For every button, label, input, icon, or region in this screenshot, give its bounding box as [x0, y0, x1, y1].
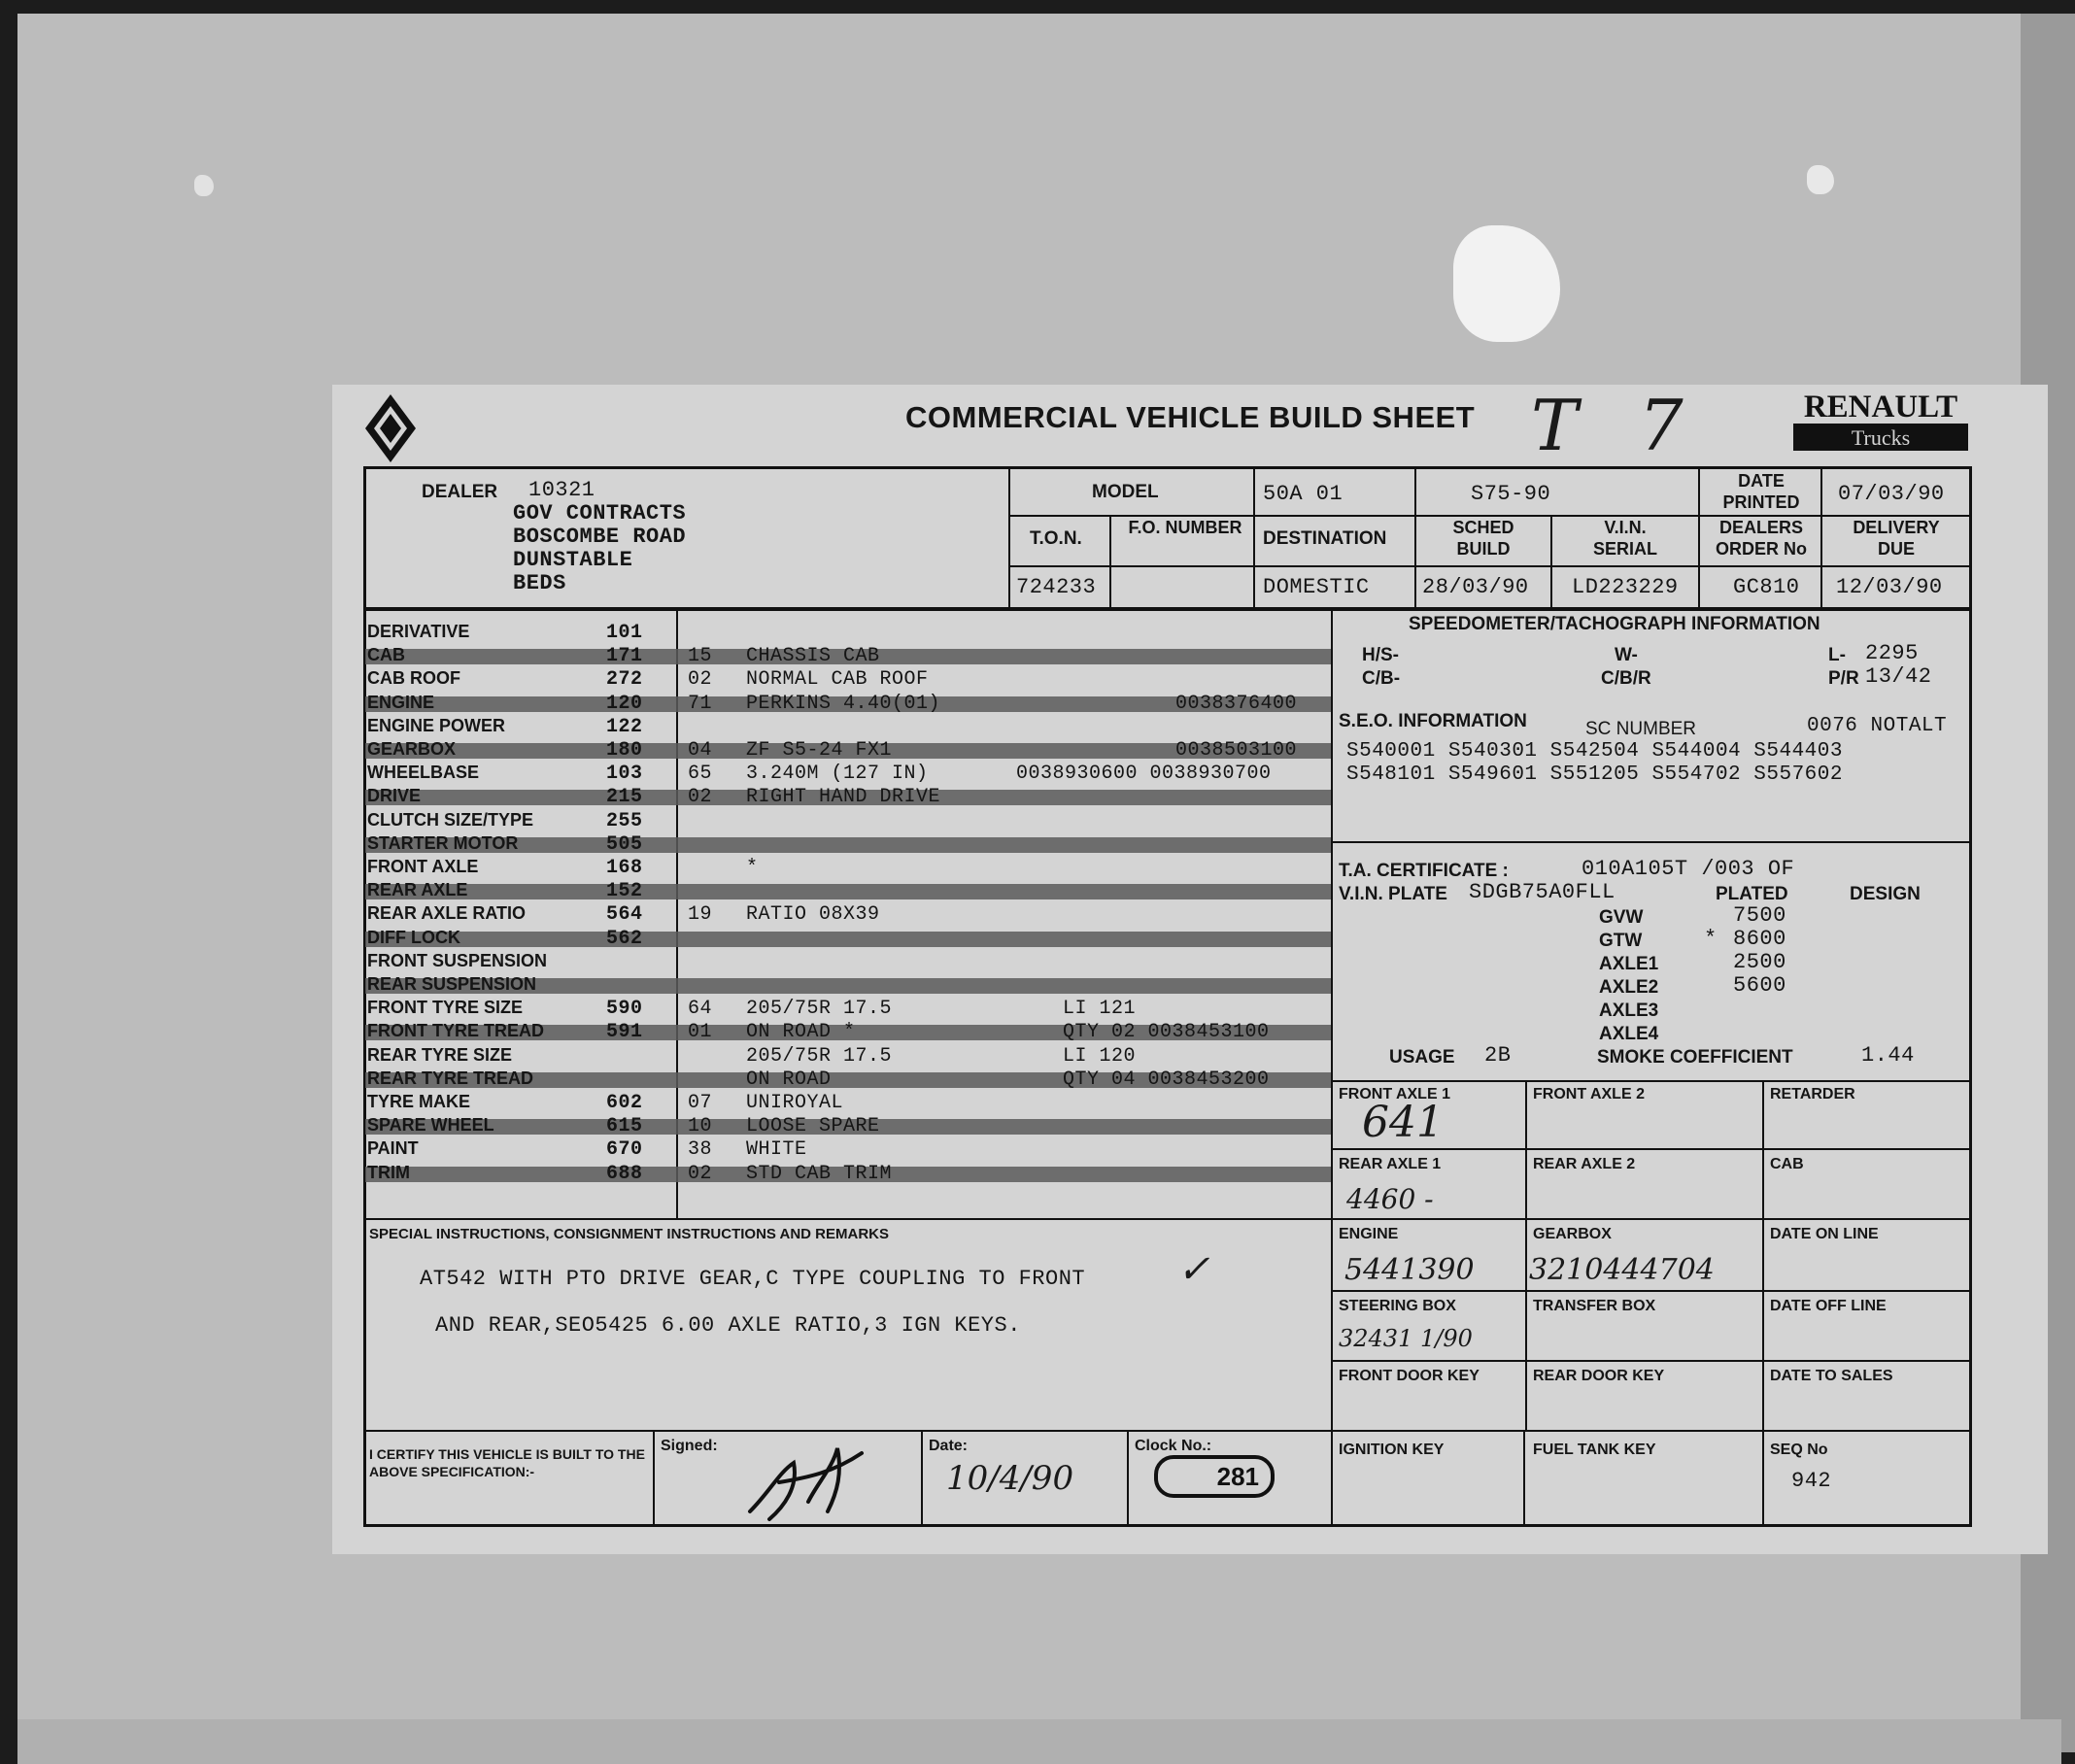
spec-row-desc: 205/75R 17.5 — [746, 1044, 893, 1068]
l-value: 2295 — [1865, 641, 1919, 665]
spec-row-label: ENGINE POWER — [367, 715, 506, 735]
ta-weight-label: GVW — [1599, 907, 1644, 928]
steering-box-value: 32431 1/90 — [1339, 1325, 1473, 1352]
ta-weight-label: GTW — [1599, 931, 1643, 951]
spec-row-label: REAR TYRE SIZE — [367, 1044, 513, 1065]
dealers-order-value: GC810 — [1733, 575, 1800, 599]
vin-serial-value: LD223229 — [1572, 575, 1679, 599]
rear-door-key-label: REAR DOOR KEY — [1533, 1368, 1665, 1384]
dealer-label: DEALER — [422, 482, 498, 502]
spec-row-label: DERIVATIVE — [367, 622, 470, 641]
spec-row-extra: QTY 02 0038453100 — [1063, 1021, 1270, 1044]
engine-label: ENGINE — [1339, 1226, 1399, 1242]
plated-label: PLATED — [1716, 884, 1788, 904]
dealer-line-1: GOV CONTRACTS — [513, 501, 687, 526]
spec-row-option: 15 — [688, 645, 713, 668]
dealers-order-label: DEALERS ORDER No — [1716, 518, 1807, 559]
model-label: MODEL — [1092, 482, 1159, 502]
spec-row-desc: PERKINS 4.40(01) — [746, 692, 941, 715]
spec-row-label: ENGINE — [367, 692, 435, 712]
spec-row-desc: 205/75R 17.5 — [746, 998, 893, 1021]
spec-row-extra: QTY 04 0038453200 — [1063, 1068, 1270, 1091]
gearbox-value: 3210444704 — [1529, 1253, 1715, 1287]
delivery-due-value: 12/03/90 — [1836, 575, 1943, 599]
spec-row-label: SPARE WHEEL — [367, 1115, 494, 1136]
spec-row-code: 602 — [606, 1092, 643, 1114]
spec-row-label: CLUTCH SIZE/TYPE — [367, 809, 534, 830]
spec-row-code: 688 — [606, 1162, 643, 1185]
front-axle-1-value: 641 — [1362, 1098, 1444, 1147]
vin-serial-label: V.I.N. SERIAL — [1592, 518, 1657, 559]
spec-row-code: 615 — [606, 1115, 643, 1138]
spec-row-label: GEARBOX — [367, 739, 457, 759]
spec-row-desc: ON ROAD — [746, 1068, 832, 1091]
front-axle-2-label: FRONT AXLE 2 — [1533, 1086, 1645, 1102]
spec-row-label: TYRE MAKE — [367, 1092, 471, 1111]
spec-row-label: REAR AXLE RATIO — [367, 903, 527, 924]
delivery-due-label: DELIVERY DUE — [1853, 518, 1940, 559]
certify-date: 10/4/90 — [946, 1459, 1074, 1498]
speedo-title: SPEEDOMETER/TACHOGRAPH INFORMATION — [1409, 614, 1820, 634]
special-line-2: AND REAR,SEO5425 6.00 AXLE RATIO,3 IGN KEYS. — [435, 1313, 1021, 1338]
dealer-line-3: DUNSTABLE — [513, 548, 633, 572]
ta-cert-value: 010A105T /003 OF — [1582, 857, 1795, 881]
spec-row-extra: LI 121 — [1063, 998, 1137, 1021]
fuel-tank-key-label: FUEL TANK KEY — [1533, 1442, 1656, 1458]
spec-row-code: 152 — [606, 880, 643, 903]
brand-name: RENAULT — [1793, 390, 1968, 425]
spec-row-extra: 0038930600 0038930700 — [1016, 763, 1272, 786]
handwritten-tag: T 7 — [1531, 385, 1703, 466]
pr-value: 13/42 — [1865, 664, 1932, 689]
spec-row-code: 255 — [606, 809, 643, 832]
spec-row-label: FRONT AXLE — [367, 857, 479, 876]
spec-row-option: 07 — [688, 1092, 713, 1114]
vin-plate-value: SDGB75A0FLL — [1469, 880, 1616, 904]
steering-box-label: STEERING BOX — [1339, 1298, 1456, 1314]
cab-label: CAB — [1770, 1156, 1804, 1172]
spec-row-option: 02 — [688, 668, 713, 692]
seo-line-1: S540001 S540301 S542504 S544004 S544403 — [1346, 740, 1843, 763]
ta-weight-label: AXLE4 — [1599, 1024, 1659, 1044]
paper-damage-mark — [1807, 165, 1834, 194]
spec-row-label: DRIVE — [367, 786, 422, 806]
usage-label: USAGE — [1389, 1047, 1455, 1068]
cb-label: C/B- — [1362, 668, 1401, 689]
rear-axle-1-label: REAR AXLE 1 — [1339, 1156, 1442, 1172]
dealer-code: 10321 — [528, 478, 595, 502]
spec-row-code: 272 — [606, 668, 643, 692]
spec-row-label: REAR SUSPENSION — [367, 974, 537, 994]
sc-number-label: SC NUMBER — [1585, 719, 1697, 739]
spec-row-code: 590 — [606, 998, 643, 1021]
spec-row-code: 591 — [606, 1021, 643, 1044]
ta-weight-value: 7500 — [1733, 903, 1786, 928]
spec-row-option: 19 — [688, 903, 713, 927]
signed-label: Signed: — [661, 1438, 718, 1454]
clock-label: Clock No.: — [1135, 1438, 1212, 1454]
spec-row-label: REAR TYRE TREAD — [367, 1068, 534, 1088]
spec-row-option: 02 — [688, 1162, 713, 1185]
special-tick: ✓ — [1177, 1247, 1210, 1292]
redaction-stripe — [365, 932, 1331, 947]
spec-row-code: 101 — [606, 622, 643, 644]
model-value: 50A 01 — [1263, 482, 1344, 506]
certify-text: I CERTIFY THIS VEHICLE IS BUILT TO THE ABOVE SPECIFICATION:- — [369, 1446, 645, 1479]
spec-row-desc: * — [746, 857, 759, 879]
redaction-stripe — [365, 884, 1331, 899]
fo-label: F.O. NUMBER — [1128, 518, 1242, 537]
retarder-label: RETARDER — [1770, 1086, 1855, 1102]
front-door-key-label: FRONT DOOR KEY — [1339, 1368, 1480, 1384]
spec-row-option: 65 — [688, 763, 713, 786]
ta-weight-mark: * — [1704, 927, 1718, 951]
front-axle-1-label: FRONT AXLE 1 — [1339, 1086, 1450, 1102]
spec-row-code: 670 — [606, 1138, 643, 1162]
clock-value: 281 — [1216, 1461, 1259, 1491]
spec-row-label: PAINT — [367, 1138, 419, 1159]
engine-value: 5441390 — [1344, 1253, 1475, 1287]
sheet-title: COMMERCIAL VEHICLE BUILD SHEET — [905, 400, 1476, 434]
spec-row-option: 04 — [688, 739, 713, 762]
bottom-strip — [17, 1719, 2061, 1764]
spec-row-label: CAB — [367, 645, 405, 665]
spec-row-extra: LI 120 — [1063, 1044, 1137, 1068]
spec-row-code: 562 — [606, 927, 643, 950]
renault-diamond-logo — [363, 392, 418, 464]
spec-row-desc: UNIROYAL — [746, 1092, 844, 1114]
special-line-1: AT542 WITH PTO DRIVE GEAR,C TYPE COUPLING TO FRONT — [420, 1267, 1086, 1291]
destination-label: DESTINATION — [1263, 528, 1387, 549]
date-printed-value: 07/03/90 — [1838, 482, 1945, 506]
gearbox-label: GEARBOX — [1533, 1226, 1612, 1242]
spec-row-desc: STD CAB TRIM — [746, 1162, 893, 1185]
spec-row-extra: 0038503100 — [1175, 739, 1298, 762]
sc-number-value: 0076 NOTALT — [1807, 715, 1948, 737]
spec-row-option: 64 — [688, 998, 713, 1021]
signature — [740, 1434, 876, 1523]
ta-weight-value: 5600 — [1733, 973, 1786, 998]
spec-row-code: 122 — [606, 715, 643, 738]
spec-row-extra: 0038376400 — [1175, 692, 1298, 715]
ta-weight-value: 2500 — [1733, 950, 1786, 974]
spec-row-code: 180 — [606, 739, 643, 762]
seo-title: S.E.O. INFORMATION — [1339, 711, 1527, 731]
clock-stamp — [1154, 1455, 1275, 1498]
spec-row-label: FRONT SUSPENSION — [367, 950, 548, 970]
spec-row-code: 215 — [606, 786, 643, 809]
ta-weight-label: AXLE1 — [1599, 954, 1659, 974]
brand-sub: Trucks — [1793, 425, 1968, 451]
seo-line-2: S548101 S549601 S551205 S554702 S557602 — [1346, 763, 1843, 786]
spec-row-label: WHEELBASE — [367, 763, 480, 783]
sched-label: SCHED BUILD — [1452, 518, 1514, 559]
ta-weight-label: AXLE2 — [1599, 977, 1659, 998]
sched-value: 28/03/90 — [1422, 575, 1529, 599]
w-label: W- — [1615, 645, 1638, 665]
rear-axle-2-label: REAR AXLE 2 — [1533, 1156, 1636, 1172]
ta-weight-value: 8600 — [1733, 927, 1786, 951]
vin-plate-label: V.I.N. PLATE — [1339, 884, 1447, 904]
date-label: Date: — [929, 1438, 969, 1454]
spec-row-label: TRIM — [367, 1162, 410, 1182]
hs-label: H/S- — [1362, 645, 1399, 665]
spec-row-desc: RIGHT HAND DRIVE — [746, 786, 941, 809]
paper-damage-mark — [194, 175, 214, 196]
ta-weight-label: AXLE3 — [1599, 1001, 1659, 1021]
l-label: L- — [1828, 645, 1846, 665]
spec-row-option: 01 — [688, 1021, 713, 1044]
build-sheet-card — [332, 385, 2048, 1554]
spec-row-desc: ON ROAD * — [746, 1021, 856, 1044]
date-to-sales-label: DATE TO SALES — [1770, 1368, 1893, 1384]
spec-row-desc: RATIO 08X39 — [746, 903, 880, 927]
smoke-label: SMOKE COEFFICIENT — [1597, 1047, 1793, 1068]
spec-row-desc: WHITE — [746, 1138, 807, 1162]
special-instructions-label: SPECIAL INSTRUCTIONS, CONSIGNMENT INSTRUCTIONS AND REMARKS — [369, 1226, 890, 1242]
ignition-key-label: IGNITION KEY — [1339, 1442, 1445, 1458]
ta-cert-label: T.A. CERTIFICATE : — [1339, 861, 1509, 881]
spec-row-code: 505 — [606, 832, 643, 856]
design-label: DESIGN — [1850, 884, 1921, 904]
spec-row-code: 564 — [606, 903, 643, 927]
cbr-label: C/B/R — [1601, 668, 1651, 689]
pr-label: P/R — [1828, 668, 1859, 689]
spec-row-code: 120 — [606, 692, 643, 715]
spec-row-desc: ZF S5-24 FX1 — [746, 739, 893, 762]
spec-row-desc: LOOSE SPARE — [746, 1115, 880, 1138]
spec-row-label: FRONT TYRE SIZE — [367, 998, 524, 1018]
destination-value: DOMESTIC — [1263, 575, 1370, 599]
spec-row-desc: 3.240M (127 IN) — [746, 763, 929, 786]
rear-axle-1-value: 4460 - — [1346, 1183, 1434, 1215]
transfer-box-label: TRANSFER BOX — [1533, 1298, 1656, 1314]
spec-row-desc: NORMAL CAB ROOF — [746, 668, 929, 692]
usage-value: 2B — [1484, 1043, 1512, 1068]
spec-row-option: 38 — [688, 1138, 713, 1162]
date-on-line-label: DATE ON LINE — [1770, 1226, 1879, 1242]
spec-row-code: 168 — [606, 857, 643, 879]
spec-row-label: FRONT TYRE TREAD — [367, 1021, 544, 1041]
spec-row-label: STARTER MOTOR — [367, 832, 519, 853]
ton-label: T.O.N. — [1030, 528, 1082, 549]
dealer-line-2: BOSCOMBE ROAD — [513, 525, 687, 549]
spec-row-label: REAR AXLE — [367, 880, 468, 900]
spec-row-code: 171 — [606, 645, 643, 668]
dealer-line-4: BEDS — [513, 571, 566, 595]
spec-row-option: 71 — [688, 692, 713, 715]
renault-trucks-logo — [1793, 390, 1968, 451]
ton-value: 724233 — [1016, 575, 1097, 599]
smoke-value: 1.44 — [1861, 1043, 1915, 1068]
spec-row-code: 103 — [606, 763, 643, 786]
model-name: S75-90 — [1471, 482, 1551, 506]
spec-row-label: DIFF LOCK — [367, 927, 460, 947]
date-printed-label: DATE PRINTED — [1722, 471, 1800, 512]
date-off-line-label: DATE OFF LINE — [1770, 1298, 1887, 1314]
spec-row-option: 10 — [688, 1115, 713, 1138]
spec-row-option: 02 — [688, 786, 713, 809]
seq-label: SEQ No — [1770, 1442, 1828, 1458]
seq-value: 942 — [1791, 1469, 1832, 1493]
spec-row-label: CAB ROOF — [367, 668, 460, 689]
spec-row-desc: CHASSIS CAB — [746, 645, 880, 668]
